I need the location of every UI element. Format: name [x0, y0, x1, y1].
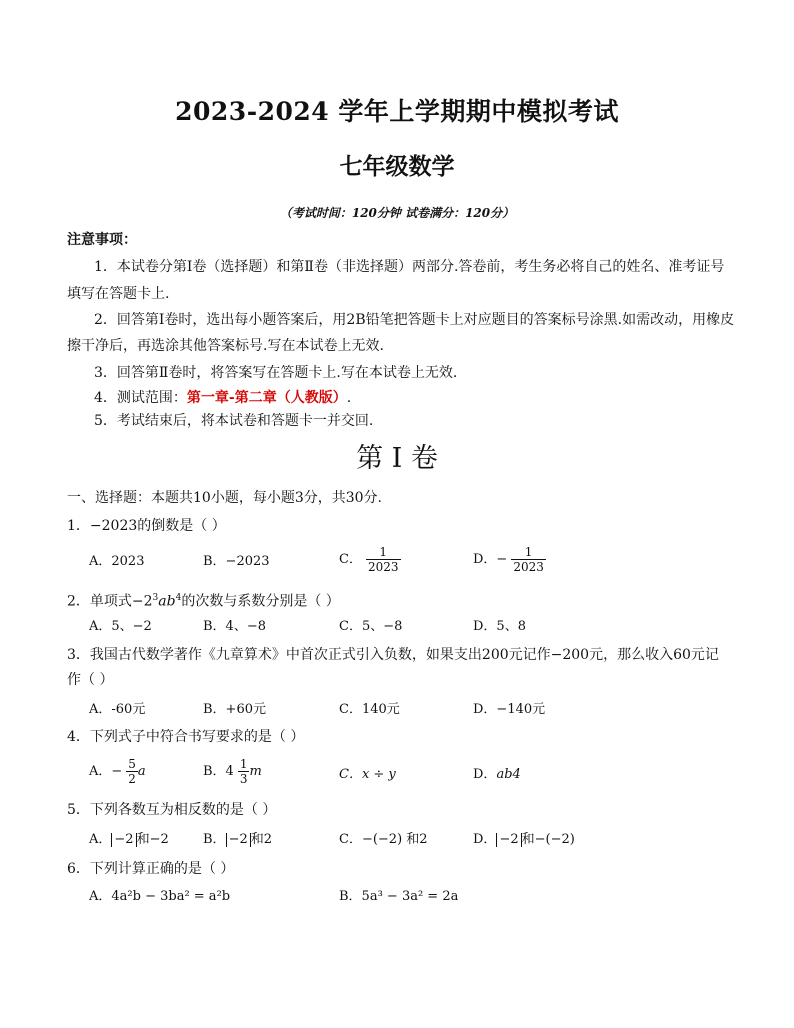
fraction-denominator: 2023 — [367, 560, 399, 574]
exam-info: （考试时间：120分钟 试卷满分：120分） — [279, 206, 515, 220]
q3-option-d: D．−140元 — [473, 702, 546, 717]
fraction-numerator: 1 — [239, 757, 248, 771]
q5-stem: 5．下列各数互为相反数的是（ ） — [67, 802, 277, 818]
q2-option-d: D．5、8 — [473, 619, 526, 634]
q4-option-d-expression: ab4 — [496, 767, 521, 782]
q4-option-d — [473, 765, 521, 785]
fraction-numerator: 5 — [128, 757, 136, 771]
q5-option-a-label: A． — [89, 832, 112, 847]
part1-heading: 一、选择题：本题共10小题，每小题3分，共30分. — [67, 490, 382, 506]
q4-option-a-label: A．− — [89, 764, 123, 779]
q2-exponent-2: 4 — [175, 593, 182, 603]
q4-option-b-label: B．4 — [203, 764, 234, 779]
note-4 — [94, 388, 351, 408]
note-1-line-2: 填写在答题卡上. — [67, 286, 170, 302]
q5-option-c: C．−(−2) 和2 — [339, 832, 428, 847]
q6-option-a: A．4a²b − 3ba² = a²b — [89, 889, 231, 904]
q5-option-b-label: B． — [203, 832, 226, 847]
test-scope: 第一章-第二章（人教版） — [186, 390, 347, 406]
q4-option-b-fraction — [238, 757, 250, 786]
q3-option-b: B．+60元 — [203, 702, 266, 717]
q2-stem-pre: 2．单项式−2 — [67, 593, 153, 610]
q6-option-b: B．5a³ − 3a² = 2a — [339, 889, 459, 904]
q5-option-d-label: D． — [473, 832, 497, 847]
q3-stem-line-1: 3．我国古代数学著作《九章算术》中首次正式引入负数，如果支出200元记作−200元，那么收入60元记 — [67, 647, 719, 663]
note-2-line-2: 擦干净后，再选涂其他答案标号.写在本试卷上无效. — [67, 338, 384, 354]
q4-option-a — [89, 757, 146, 786]
absolute-value: −2 — [111, 833, 136, 847]
q3-option-c: C．140元 — [339, 702, 400, 717]
q1-option-d — [473, 545, 546, 574]
q5-option-d — [473, 830, 575, 850]
fraction-denominator: 2023 — [513, 560, 544, 574]
q5-option-d-rest: 和−(−2) — [521, 832, 575, 847]
note-2-line-1: 2．回答第Ⅰ卷时，选出每小题答案后，用2B铅笔把答题卡上对应题目的答案标号涂黑.如需改动，用橡皮 — [94, 312, 735, 328]
q4-option-c: C．x ÷ y — [339, 767, 396, 782]
fraction-denominator: 2 — [128, 772, 136, 786]
q2-stem-post: 的次数与系数分别是（ ） — [181, 593, 340, 610]
q4-option-a-variable: a — [137, 764, 146, 779]
exam-title: 2023-2024 学年上学期期中模拟考试 — [175, 97, 619, 126]
note-1-line-1: 1．本试卷分第Ⅰ卷（选择题）和第Ⅱ卷（非选择题）两部分.答卷前，考生务必将自己的姓名、准考证号 — [94, 259, 725, 275]
note-3: 3．回答第Ⅱ卷时，将答案写在答题卡上.写在本试卷上无效. — [94, 365, 458, 381]
q5-option-a — [89, 830, 169, 850]
absolute-value: −2 — [226, 833, 251, 847]
q1-option-c — [339, 545, 401, 574]
q5-option-b — [203, 830, 272, 850]
q4-stem: 4．下列式子中符合书写要求的是（ ） — [67, 729, 305, 745]
q5-option-b-rest: 和2 — [250, 832, 273, 847]
q4-option-b — [203, 757, 262, 786]
q4-option-b-variable: m — [249, 764, 262, 779]
q2-exponent-1: 3 — [152, 593, 159, 603]
q1-option-d-fraction — [511, 545, 546, 574]
q2-option-c: C．5、−8 — [339, 619, 403, 634]
q1-stem: 1．−2023的倒数是（ ） — [67, 518, 226, 534]
q1-option-c-fraction — [366, 545, 401, 574]
note-5: 5．考试结束后，将本试卷和答题卡一并交回. — [94, 413, 374, 429]
q1-option-a: A．2023 — [89, 554, 145, 569]
q5-option-a-rest: 和−2 — [136, 832, 169, 847]
fraction-numerator: 1 — [511, 545, 546, 560]
q1-option-b: B．−2023 — [203, 554, 270, 569]
notes-heading: 注意事项： — [67, 232, 137, 248]
q2-option-a: A．5、−2 — [89, 619, 152, 634]
fraction-numerator: 1 — [366, 545, 401, 560]
q6-stem: 6．下列计算正确的是（ ） — [67, 861, 235, 877]
q2-stem — [67, 588, 340, 612]
q2-option-b: B．4、−8 — [203, 619, 266, 634]
exam-subtitle: 七年级数学 — [339, 153, 455, 180]
note-4-suffix: . — [346, 390, 352, 406]
q3-stem-line-2: 作（ ） — [67, 672, 114, 688]
section-title: 第 I 卷 — [356, 443, 438, 474]
q3-option-a: A．-60元 — [89, 702, 146, 717]
absolute-value: −2 — [496, 833, 521, 847]
q1-option-d-label: D．− — [473, 552, 508, 567]
q1-option-c-label: C． — [339, 552, 362, 567]
q4-option-d-label: D． — [473, 767, 497, 782]
q4-option-a-fraction — [126, 757, 138, 786]
fraction-denominator: 3 — [239, 772, 248, 786]
q2-variables: ab — [158, 593, 176, 610]
note-4-prefix: 4．测试范围： — [94, 390, 187, 406]
